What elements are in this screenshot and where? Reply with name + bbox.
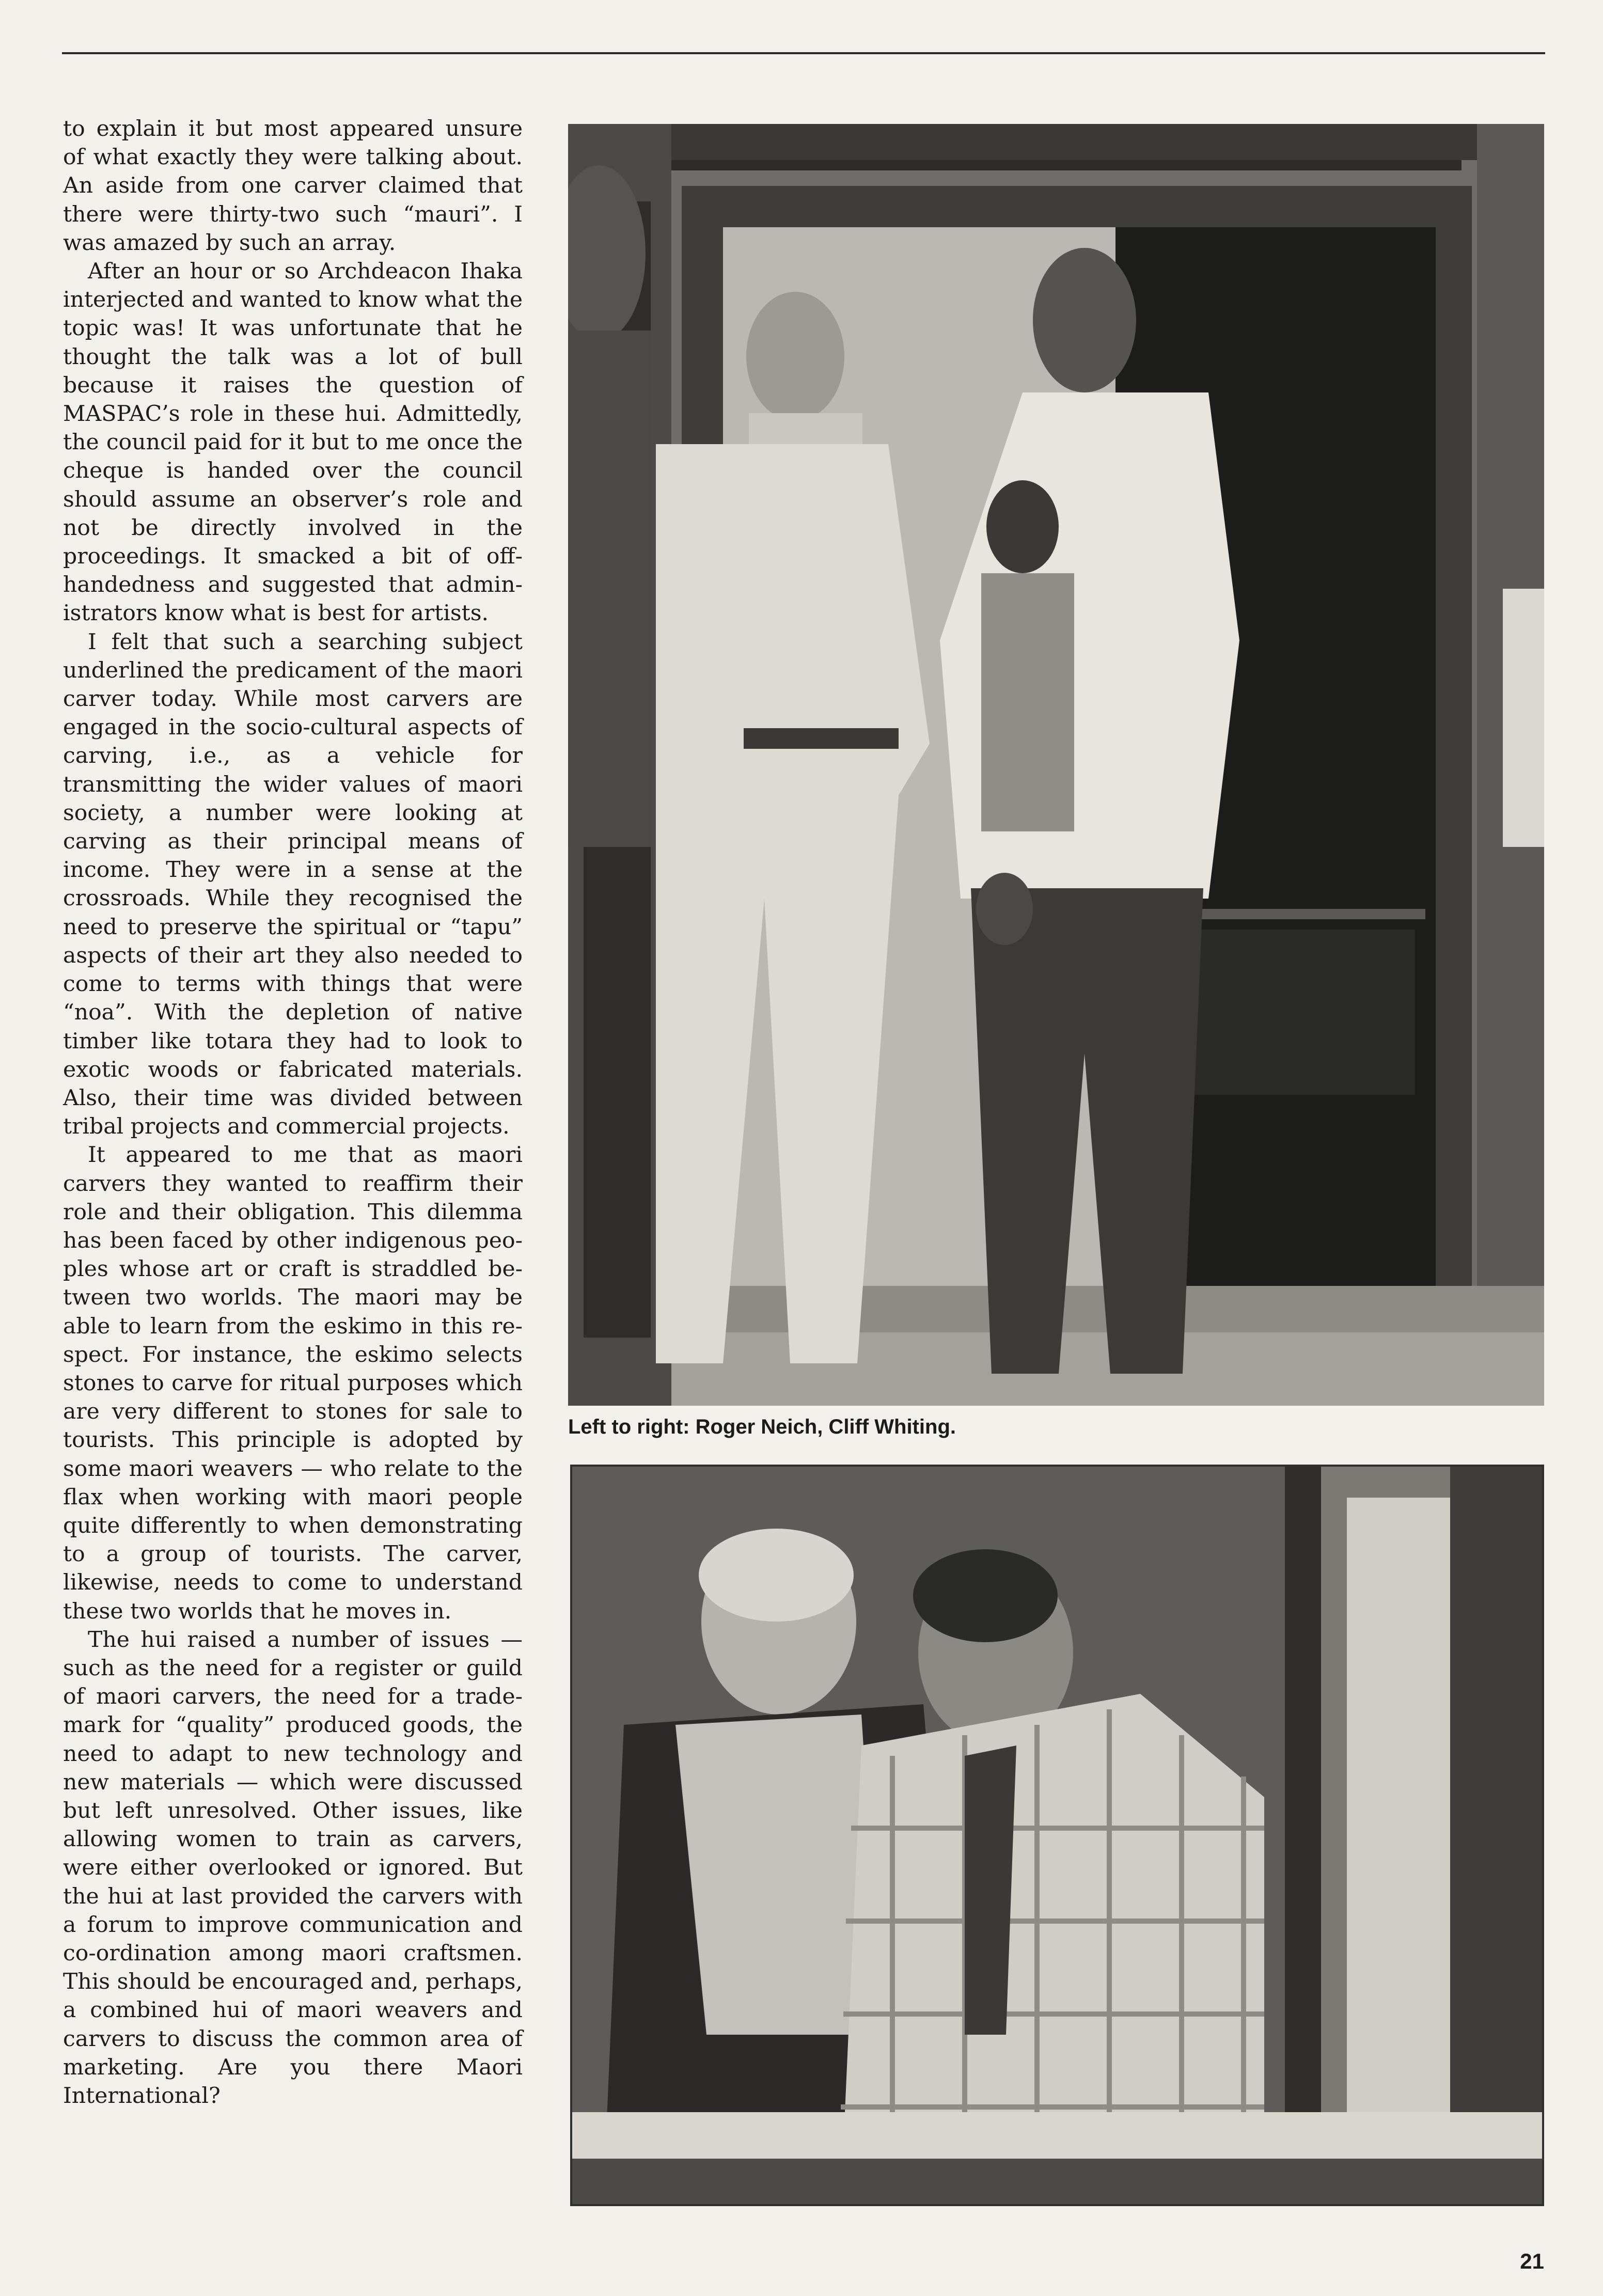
photo-bottom-illustration <box>572 1467 1542 2204</box>
article-paragraph: It appeared to me that as maori carvers they wanted to reaffirm their role and their obligation. This dilemma has been faced by other indigenous peoples whose art or craft is straddled between two worlds. The maori may be able to learn from the eskimo in this respect. For instance, the eskimo selects stones to carve for ritual purposes which are very different to stones for sale to tourists. This principle is adopted by some maori weavers — who relate to the flax when working with maori people quite differently to when demonstrating to a group of tourists. The carver, likewise, needs to come to understand these two worlds that he moves in. <box>63 1142 523 1624</box>
article-paragraph: to explain it but most appeared unsure of what exactly they were talking about. An aside from one carver claimed that there were thirty-two such “mauri”. I was amazed by such an array. <box>63 116 523 256</box>
photo-roger-neich-cliff-whiting <box>568 124 1544 1406</box>
page-number: 21 <box>1520 2249 1544 2273</box>
article-paragraph: The hui raised a number of issues — such as the need for a register or guild of maori carvers, the need for a trademark for “quality” produced goods, the need to adapt to new technology and new materials — which were discussed but left unresolved. Other issues, like allowing women to train as carvers, were either overlooked or ignored. But the hui at last provided the carvers with a forum to improve communication and co-ordination among maori craftsmen. This should be encouraged and, perhaps, a combined hui of maori weavers and carvers to discuss the common area of marketing. Are you there Maori International? <box>63 1627 523 2109</box>
photo-two-men-seated <box>570 1465 1544 2206</box>
photo-top-illustration <box>568 124 1544 1406</box>
article-paragraph: I felt that such a searching subject underlined the predicament of the maori carver today. While most carvers are engaged in the socio-cultural aspects of carving, i.e., as a vehicle for transmitting the wider values of maori society, a number were looking at carving as their principal means of income. They were in a sense at the crossroads. While they recognised the need to preserve the spiritual or “tapu” aspects of their art they also needed to come to terms with things that were “noa”. With the depletion of native timber like totara they had to look to exotic woods or fabricated materials. Also, their time was divided between tribal projects and commercial projects. <box>63 629 523 1140</box>
article-paragraph: After an hour or so Archdeacon Ihaka interjected and wanted to know what the topic was! It was unfortunate that he thought the talk was a lot of bull because it raises the question of MASPAC’s role in these hui. Admittedly, the council paid for it but to me once the cheque is handed over the council should assume an observer’s role and not be directly involved in the proceedings. It smacked a bit of offhandedness and suggested that administrators know what is best for artists. <box>63 259 523 626</box>
article-column <box>63 115 523 2110</box>
header-rule <box>62 52 1545 54</box>
photo-caption: Left to right: Roger Neich, Cliff Whiting. <box>568 1416 956 1438</box>
